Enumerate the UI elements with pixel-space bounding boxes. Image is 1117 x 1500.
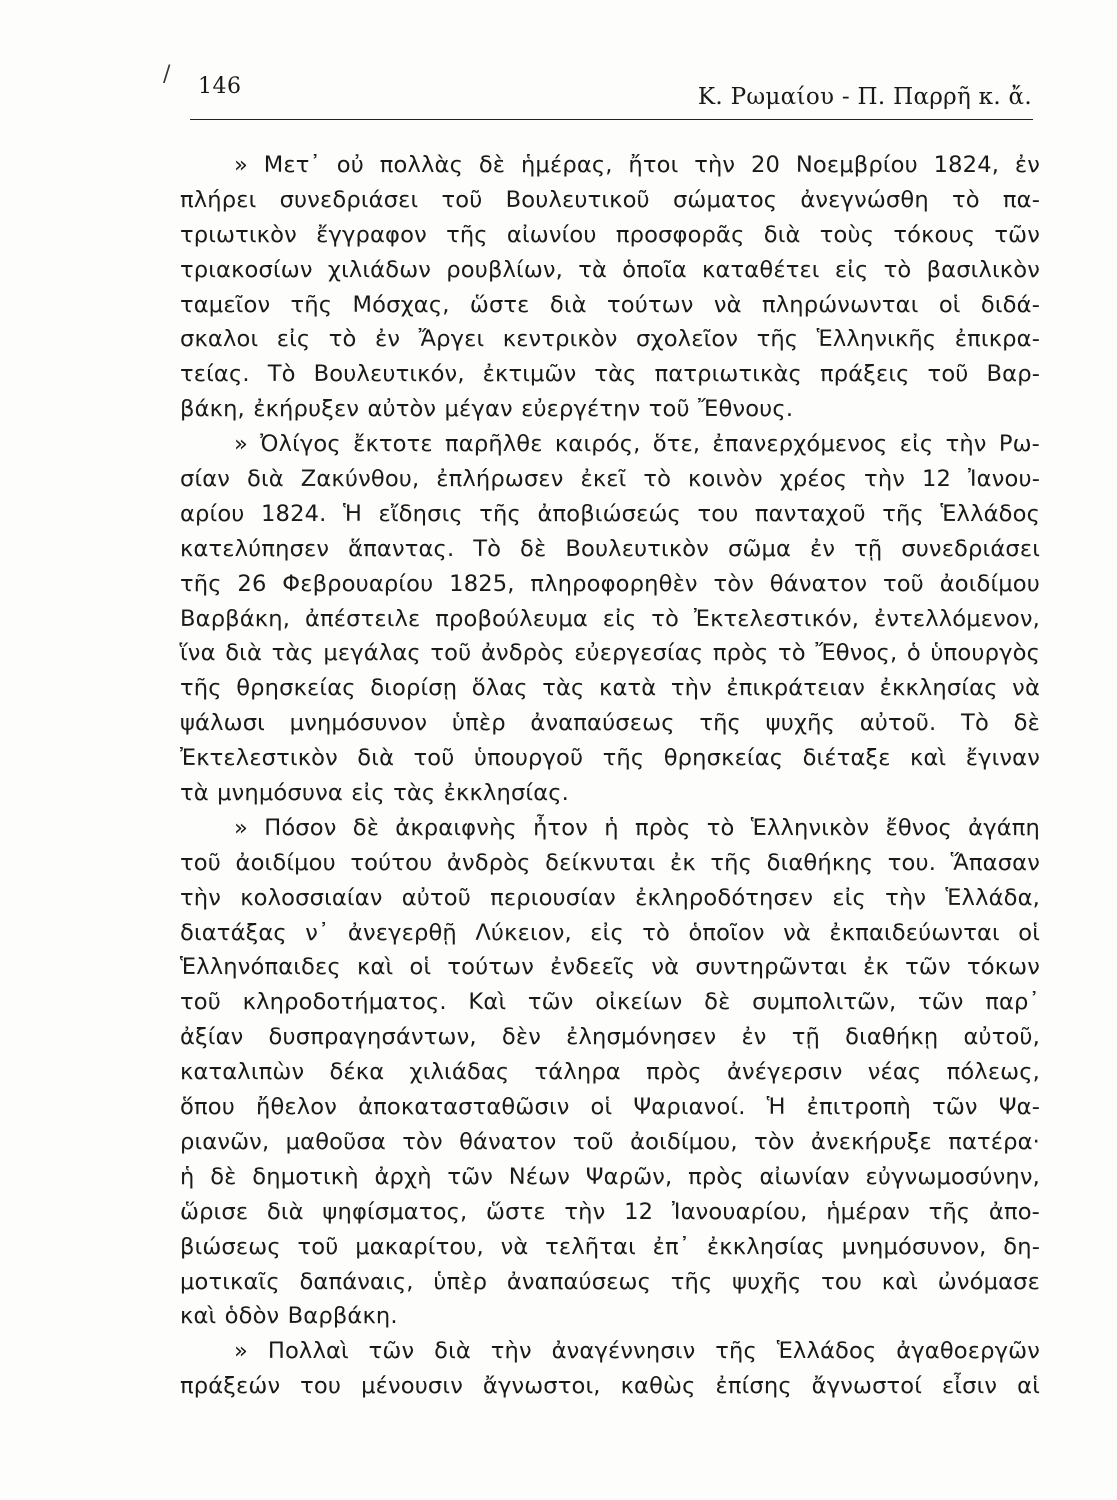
text-line: τοῦ ἀοιδίμου τούτου ἀνδρὸς δείκνυται ἐκ τῆς διαθήκης του. Ἅπασαν	[180, 849, 1040, 876]
running-head: Κ. Ρωμαίου - Π. Παρρῆ κ. ἄ.	[697, 84, 1032, 110]
text-line: διατάξας ν᾽ ἀνεγερθῇ Λύκειον, εἰς τὸ ὁποῖον νὰ ἐκπαιδεύωνται οἱ	[180, 919, 1040, 946]
text-line: τοῦ κληροδοτήματος. Καὶ τῶν οἰκείων δὲ συμπολιτῶν, τῶν παρ᾽	[180, 989, 1040, 1016]
text-line: ριανῶν, μαθοῦσα τὸν θάνατον τοῦ ἀοιδίμου, τὸν ἀνεκήρυξε πατέρα·	[180, 1128, 1040, 1155]
text-line: τῆς 26 Φεβρουαρίου 1825, πληροφορηθὲν τὸν θάνατον τοῦ ἀοιδίμου	[180, 570, 1040, 597]
text-line: καταλιπὼν δέκα χιλιάδας τάληρα πρὸς ἀνέγερσιν νέας πόλεως,	[180, 1059, 1040, 1086]
text-line: Ἑλληνόπαιδες καὶ οἱ τούτων ἐνδεεῖς νὰ συντηρῶνται ἐκ τῶν τόκων	[180, 954, 1040, 981]
text-line: » Πολλαὶ τῶν διὰ τὴν ἀναγέννησιν τῆς Ἑλλάδος ἀγαθοεργῶν	[234, 1338, 1040, 1365]
text-line: βάκη, ἐκήρυξεν αὐτὸν μέγαν εὐεργέτην τοῦ Ἔθνους.	[180, 396, 794, 423]
text-line: κατελύπησεν ἅπαντας. Τὸ δὲ Βουλευτικὸν σῶμα ἐν τῇ συνεδριάσει	[180, 535, 1040, 562]
text-line: σκαλοι εἰς τὸ ἐν Ἄργει κεντρικὸν σχολεῖον τῆς Ἑλληνικῆς ἐπικρα-	[180, 326, 1040, 353]
text-line: ταμεῖον τῆς Μόσχας, ὥστε διὰ τούτων νὰ πληρώνωνται οἱ διδά-	[180, 291, 1040, 318]
text-line: τείας. Τὸ Βουλευτικόν, ἐκτιμῶν τὰς πατριωτικὰς πράξεις τοῦ Βαρ-	[180, 361, 1040, 388]
body-text	[180, 148, 1040, 1404]
text-line: ὅπου ἤθελον ἀποκατασταθῶσιν οἱ Ψαριανοί. Ἡ ἐπιτροπὴ τῶν Ψα-	[180, 1094, 1040, 1121]
stray-pencil-mark: /	[163, 62, 171, 87]
text-line: » Μετ᾽ οὐ πολλὰς δὲ ἡμέρας, ἤτοι τὴν 20 Νοεμβρίου 1824, ἐν	[234, 152, 1040, 178]
page-header	[192, 70, 1032, 116]
text-line: πράξεών του μένουσιν ἄγνωστοι, καθὼς ἐπίσης ἄγνωστοί εἶσιν αἱ	[180, 1373, 1040, 1400]
text-line: ἀξίαν δυσπραγησάντων, δὲν ἐλησμόνησεν ἐν τῇ διαθήκῃ αὐτοῦ,	[180, 1024, 1040, 1051]
text-line: σίαν διὰ Ζακύνθου, ἐπλήρωσεν ἐκεῖ τὸ κοινὸν χρέος τὴν 12 Ἰανου-	[180, 466, 1040, 493]
page-number: 146	[198, 74, 242, 99]
text-line: Βαρβάκη, ἀπέστειλε προβούλευμα εἰς τὸ Ἐκτελεστικόν, ἐντελλόμενον,	[180, 605, 1040, 632]
text-line: πλήρει συνεδριάσει τοῦ Βουλευτικοῦ σώματος ἀνεγνώσθη τὸ πα-	[180, 186, 1040, 213]
text-line: τὴν κολοσσιαίαν αὐτοῦ περιουσίαν ἐκληροδότησεν εἰς τὴν Ἑλλάδα,	[180, 884, 1040, 911]
text-line: τριωτικὸν ἔγγραφον τῆς αἰωνίου προσφορᾶς διὰ τοὺς τόκους τῶν	[180, 221, 1040, 248]
text-line: βιώσεως τοῦ μακαρίτου, νὰ τελῆται ἐπ᾽ ἐκκλησίας μνημόσυνον, δη-	[180, 1233, 1040, 1260]
text-line: τὰ μνημόσυνα εἰς τὰς ἐκκλησίας.	[180, 780, 570, 807]
header-rule	[190, 119, 1033, 120]
text-line: » Ὀλίγος ἔκτοτε παρῆλθε καιρός, ὅτε, ἐπανερχόμενος εἰς τὴν Ρω-	[234, 431, 1040, 458]
text-line: τριακοσίων χιλιάδων ρουβλίων, τὰ ὁποῖα καταθέτει εἰς τὸ βασιλικὸν	[180, 256, 1040, 283]
text-line: αρίου 1824. Ἡ εἴδησις τῆς ἀποβιώσεώς του πανταχοῦ τῆς Ἑλλάδος	[180, 500, 1040, 527]
text-line: » Πόσον δὲ ἀκραιφνὴς ἦτον ἡ πρὸς τὸ Ἑλληνικὸν ἔθνος ἀγάπη	[234, 814, 1040, 841]
text-line: καὶ ὁδὸν Βαρβάκη.	[180, 1303, 398, 1330]
text-line: Ἐκτελεστικὸν διὰ τοῦ ὑπουργοῦ τῆς θρησκείας διέταξε καὶ ἔγιναν	[180, 745, 1040, 772]
text-line: ψάλωσι μνημόσυνον ὑπὲρ ἀναπαύσεως τῆς ψυχῆς αὐτοῦ. Τὸ δὲ	[180, 710, 1040, 737]
text-line: ἵνα διὰ τὰς μεγάλας τοῦ ἀνδρὸς εὐεργεσίας πρὸς τὸ Ἔθνος, ὁ ὑπουργὸς	[180, 640, 1040, 667]
text-line: ὥρισε διὰ ψηφίσματος, ὥστε τὴν 12 Ἰανουαρίου, ἡμέραν τῆς ἀπο-	[180, 1198, 1040, 1225]
text-line: ἡ δὲ δημοτικὴ ἀρχὴ τῶν Νέων Ψαρῶν, πρὸς αἰωνίαν εὐγνωμοσύνην,	[180, 1163, 1040, 1190]
text-line: τῆς θρησκείας διορίσῃ ὅλας τὰς κατὰ τὴν ἐπικράτειαν ἐκκλησίας νὰ	[180, 675, 1040, 702]
text-line: μοτικαῖς δαπάναις, ὑπὲρ ἀναπαύσεως τῆς ψυχῆς του καὶ ὠνόμασε	[180, 1268, 1040, 1295]
